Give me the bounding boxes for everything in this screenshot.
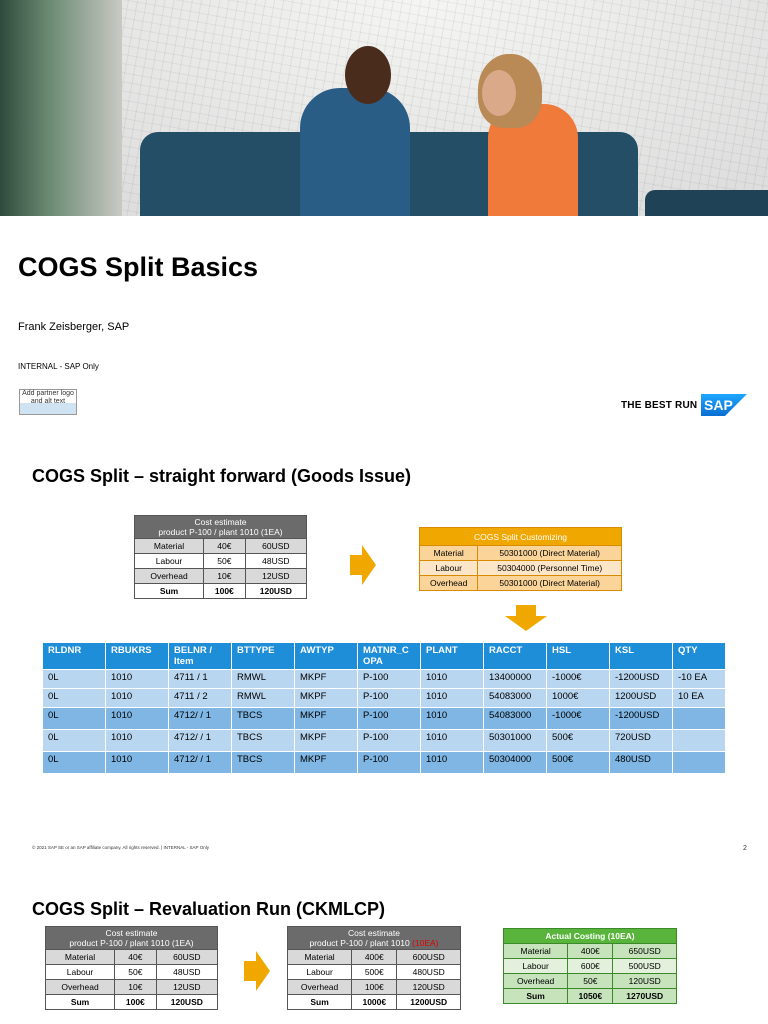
column-header: RLDNR — [43, 643, 106, 670]
table-cell: MKPF — [295, 752, 358, 774]
table-cell: Overhead — [504, 974, 568, 989]
column-header: RACCT — [484, 643, 547, 670]
table-cell: 4711 / 2 — [169, 689, 232, 708]
page-title: COGS Split Basics — [18, 252, 259, 282]
table-cell: Overhead — [420, 576, 478, 591]
table-cell: TBCS — [232, 708, 295, 730]
column-header: PLANT — [421, 643, 484, 670]
column-header: HSL — [547, 643, 610, 670]
table-cell: MKPF — [295, 670, 358, 689]
column-header: RBUKRS — [106, 643, 169, 670]
table-cell: MKPF — [295, 730, 358, 752]
customizing-header: COGS Split Customizing — [420, 528, 622, 546]
table-cell: Overhead — [46, 980, 115, 995]
table-cell: -1000€ — [547, 708, 610, 730]
table-cell: Labour — [46, 965, 115, 980]
table-cell: 50301000 (Direct Material) — [478, 546, 622, 561]
table-cell: Sum — [288, 995, 352, 1010]
table-cell: P-100 — [358, 689, 421, 708]
section1-heading: COGS Split – straight forward (Goods Issue) — [32, 466, 412, 486]
table-cell: TBCS — [232, 730, 295, 752]
column-header: BTTYPE — [232, 643, 295, 670]
table-cell: 50€ — [204, 554, 246, 569]
partner-logo-placeholder: Add partner logo and alt text — [19, 389, 77, 415]
table-cell — [673, 708, 726, 730]
arrow-down-icon — [505, 605, 547, 631]
table-cell: 1200USD — [610, 689, 673, 708]
table-row — [43, 708, 726, 730]
cost-estimate-table — [134, 515, 307, 599]
table-cell: 1270USD — [613, 989, 677, 1004]
cost-estimate-10ea-table — [287, 926, 461, 1010]
table-row — [43, 730, 726, 752]
table-cell: Sum — [135, 584, 204, 599]
cost-estimate-header: Cost estimate product P-100 / plant 1010 (1EA) — [135, 516, 307, 539]
table-cell: 1010 — [106, 708, 169, 730]
cost-estimate-10ea-header: Cost estimate product P-100 / plant 1010 (10EA) — [288, 927, 461, 950]
table-cell: 1010 — [421, 730, 484, 752]
table-cell: 0L — [43, 708, 106, 730]
table-cell: 500USD — [613, 959, 677, 974]
brand-block — [621, 394, 747, 416]
table-cell: 40€ — [115, 950, 157, 965]
column-header: AWTYP — [295, 643, 358, 670]
table-cell: 1010 — [106, 752, 169, 774]
table-cell: TBCS — [232, 752, 295, 774]
table-cell: 0L — [43, 752, 106, 774]
table-cell: 1010 — [106, 670, 169, 689]
table-cell: 4712/ / 1 — [169, 730, 232, 752]
column-header: MATNR_C OPA — [358, 643, 421, 670]
table-cell: 500€ — [547, 730, 610, 752]
table-row — [43, 689, 726, 708]
hero-plant-wall — [0, 0, 122, 216]
table-cell: Labour — [288, 965, 352, 980]
table-cell: 48USD — [156, 965, 217, 980]
table-cell: 50304000 — [484, 752, 547, 774]
table-cell: 120USD — [613, 974, 677, 989]
table-cell: 40€ — [204, 539, 246, 554]
table-cell: 50304000 (Personnel Time) — [478, 561, 622, 576]
classification-label: INTERNAL - SAP Only — [18, 362, 99, 371]
actual-costing-table — [503, 928, 677, 1004]
table-cell: 60USD — [156, 950, 217, 965]
hero-sofa-right — [645, 190, 768, 216]
table-cell: 50€ — [568, 974, 613, 989]
table-cell: 0L — [43, 670, 106, 689]
table-cell: 10€ — [115, 980, 157, 995]
table-cell: 4711 / 1 — [169, 670, 232, 689]
table-cell: 600USD — [397, 950, 461, 965]
table-cell: P-100 — [358, 708, 421, 730]
table-cell: Sum — [46, 995, 115, 1010]
table-row — [43, 670, 726, 689]
cost-estimate-1ea-table — [45, 926, 218, 1010]
table-cell: 100€ — [115, 995, 157, 1010]
table-cell: P-100 — [358, 670, 421, 689]
svg-text:SAP: SAP — [704, 397, 734, 413]
table-cell: 1000€ — [547, 689, 610, 708]
table-cell: -1200USD — [610, 708, 673, 730]
table-cell: 0L — [43, 689, 106, 708]
table-cell: 600€ — [568, 959, 613, 974]
table-row — [43, 752, 726, 774]
table-cell: 50€ — [115, 965, 157, 980]
table-cell: 1010 — [106, 730, 169, 752]
table-cell: 0L — [43, 730, 106, 752]
table-cell — [673, 752, 726, 774]
table-cell: MKPF — [295, 708, 358, 730]
table-cell: 120USD — [397, 980, 461, 995]
brand-tagline: THE BEST RUN — [621, 399, 698, 411]
table-cell: 1000€ — [352, 995, 397, 1010]
table-cell: 500€ — [352, 965, 397, 980]
table-cell: 120USD — [156, 995, 217, 1010]
table-cell: 650USD — [613, 944, 677, 959]
table-cell: 50301000 — [484, 730, 547, 752]
table-cell: -10 EA — [673, 670, 726, 689]
table-cell: 100€ — [204, 584, 246, 599]
cogs-split-customizing-table — [419, 527, 622, 591]
hero-person-left-head — [345, 46, 391, 104]
footer-copyright: © 2021 SAP SE or an SAP affiliate company. All rights reserved. | INTERNAL - SAP Only — [32, 845, 209, 850]
table-cell: 4712/ / 1 — [169, 708, 232, 730]
sap-logo-icon — [701, 394, 747, 416]
table-cell: 13400000 — [484, 670, 547, 689]
column-header: KSL — [610, 643, 673, 670]
table-cell: 120USD — [245, 584, 306, 599]
table-cell: P-100 — [358, 752, 421, 774]
table-cell: Sum — [504, 989, 568, 1004]
author: Frank Zeisberger, SAP — [18, 321, 130, 333]
table-cell: 500€ — [547, 752, 610, 774]
table-cell: 60USD — [245, 539, 306, 554]
table-cell: Overhead — [135, 569, 204, 584]
table-cell: P-100 — [358, 730, 421, 752]
cost-estimate-1ea-header: Cost estimate product P-100 / plant 1010 (1EA) — [46, 927, 218, 950]
table-cell: 480USD — [610, 752, 673, 774]
table-cell: 12USD — [156, 980, 217, 995]
table-cell: Material — [504, 944, 568, 959]
table-cell: 50301000 (Direct Material) — [478, 576, 622, 591]
table-cell: 1010 — [421, 752, 484, 774]
table-cell: 48USD — [245, 554, 306, 569]
arrow-right-icon — [244, 951, 270, 991]
table-cell: 1010 — [421, 708, 484, 730]
table-cell: 480USD — [397, 965, 461, 980]
hero-person-right-face — [482, 70, 516, 116]
table-cell: 1010 — [421, 670, 484, 689]
table-cell: RMWL — [232, 689, 295, 708]
table-cell: 100€ — [352, 980, 397, 995]
table-cell: Material — [135, 539, 204, 554]
table-cell: 10 EA — [673, 689, 726, 708]
table-cell: Material — [46, 950, 115, 965]
table-cell: Material — [420, 546, 478, 561]
table-cell: Material — [288, 950, 352, 965]
table-cell: RMWL — [232, 670, 295, 689]
table-cell: 4712/ / 1 — [169, 752, 232, 774]
table-cell — [673, 730, 726, 752]
table-cell: -1200USD — [610, 670, 673, 689]
column-header: QTY — [673, 643, 726, 670]
column-header: BELNR / Item — [169, 643, 232, 670]
hero-person-left — [300, 88, 410, 216]
table-cell: 400€ — [568, 944, 613, 959]
page-number: 2 — [743, 845, 747, 852]
table-cell: MKPF — [295, 689, 358, 708]
actual-costing-header: Actual Costing (10EA) — [504, 929, 677, 944]
table-cell: 1050€ — [568, 989, 613, 1004]
table-cell: Labour — [420, 561, 478, 576]
section2-heading: COGS Split – Revaluation Run (CKMLCP) — [32, 899, 386, 919]
table-cell: 12USD — [245, 569, 306, 584]
table-cell: 1010 — [106, 689, 169, 708]
table-cell: 720USD — [610, 730, 673, 752]
table-cell: 10€ — [204, 569, 246, 584]
hero-photo — [0, 0, 768, 216]
arrow-right-icon — [350, 545, 376, 585]
table-cell: -1000€ — [547, 670, 610, 689]
table-cell: 54083000 — [484, 689, 547, 708]
table-cell: Overhead — [288, 980, 352, 995]
table-cell: 1010 — [421, 689, 484, 708]
table-cell: Labour — [135, 554, 204, 569]
journal-entry-table — [42, 642, 726, 774]
table-cell: 1200USD — [397, 995, 461, 1010]
table-cell: Labour — [504, 959, 568, 974]
table-cell: 54083000 — [484, 708, 547, 730]
table-cell: 400€ — [352, 950, 397, 965]
